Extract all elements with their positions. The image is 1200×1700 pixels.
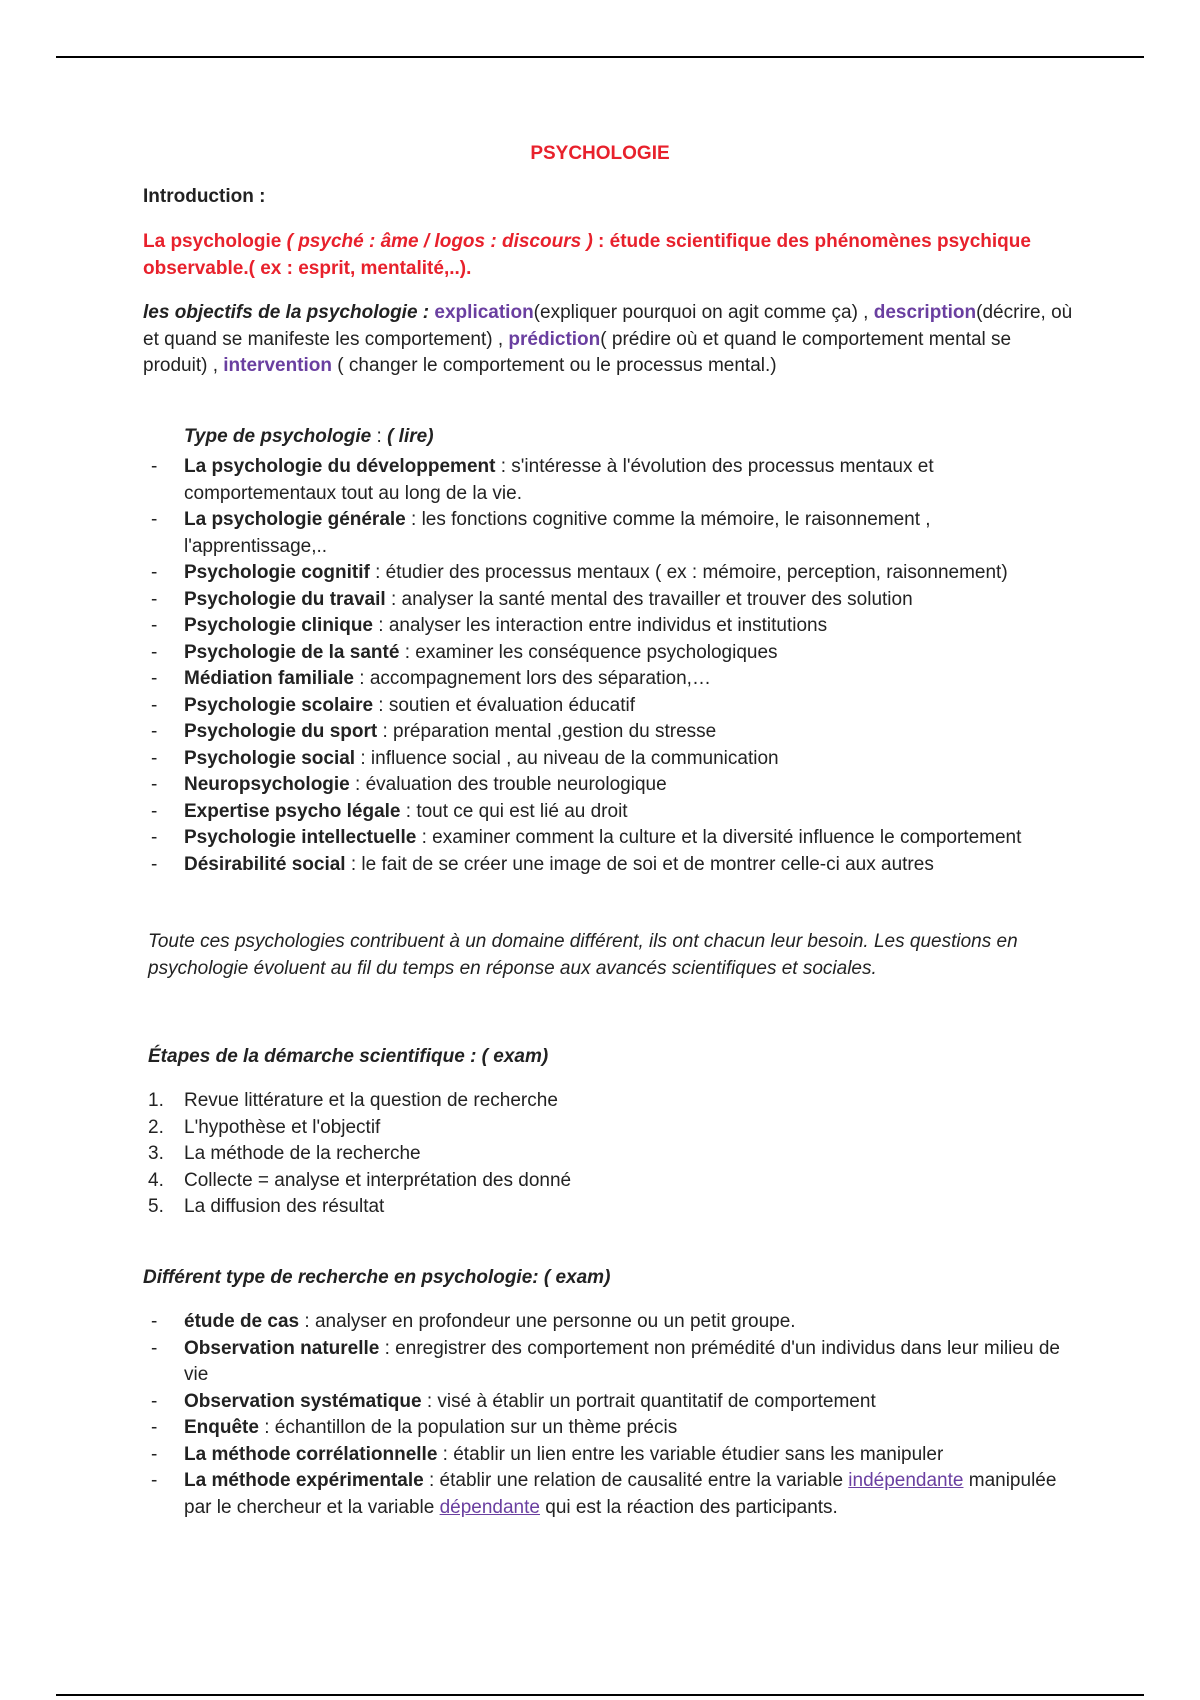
list-item <box>143 1309 1073 1336</box>
steps-heading: Étapes de la démarche scientifique : ( exam) <box>148 1046 549 1067</box>
steps-list <box>143 1088 1073 1221</box>
list-item <box>143 1442 1073 1469</box>
types-heading-tail: ( lire) <box>387 426 434 447</box>
objective-prediction-desc: ( prédire où et quand le comportement mental se produit) , <box>143 328 1012 376</box>
intro-heading: Introduction : <box>143 186 266 207</box>
list-item <box>143 1115 1073 1142</box>
type-desc: : préparation mental ,gestion du stresse <box>377 721 717 742</box>
link-independante[interactable]: indépendante <box>848 1470 964 1491</box>
list-item <box>143 719 1073 746</box>
type-term: Psychologie de la santé <box>184 641 400 663</box>
top-rule <box>56 56 1144 58</box>
types-heading-sep: : <box>371 426 388 447</box>
list-item <box>143 1336 1073 1389</box>
objective-intervention-desc: ( changer le comportement ou le processus mental.) <box>332 355 777 376</box>
list-item <box>143 1141 1073 1168</box>
objective-prediction: prédiction <box>508 328 601 350</box>
step-text: L'hypothèse et l'objectif <box>184 1116 381 1138</box>
bullet-dash: - <box>151 1470 158 1491</box>
research-desc: : visé à établir un portrait quantitatif de comportement <box>421 1390 876 1412</box>
type-desc: : évaluation des trouble neurologique <box>349 774 667 795</box>
bullet-dash: - <box>151 853 158 875</box>
type-term: Psychologie intellectuelle <box>184 827 417 848</box>
type-desc: : influence social , au niveau de la communication <box>355 747 779 769</box>
page-title: PSYCHOLOGIE <box>530 143 670 164</box>
research-term: La méthode expérimentale <box>184 1470 424 1491</box>
step-text: La méthode de la recherche <box>184 1143 421 1164</box>
objective-description-desc: (décrire, où et quand se manifeste les comportement) , <box>143 302 1073 350</box>
list-item <box>143 454 1073 507</box>
bullet-dash: - <box>151 721 158 742</box>
research-list <box>143 1309 1073 1521</box>
link-dependante[interactable]: dépendante <box>439 1496 540 1518</box>
type-desc: : analyser la santé mental des travailler et trouver des solution <box>385 588 913 610</box>
research-term: étude de cas <box>184 1311 300 1332</box>
objectives-label: les objectifs de la psychologie <box>143 302 418 323</box>
list-item <box>143 852 1073 879</box>
type-desc: : examiner les conséquence psychologiques <box>399 641 778 663</box>
bullet-dash: - <box>151 641 158 663</box>
list-item <box>143 1389 1073 1416</box>
type-desc: : tout ce qui est lié au droit <box>400 800 628 822</box>
type-term: Médiation familiale <box>184 668 354 689</box>
list-item <box>143 799 1073 826</box>
type-desc: : analyser les interaction entre individus et institutions <box>373 615 828 636</box>
step-number: 5. <box>148 1196 164 1217</box>
bullet-dash: - <box>151 668 158 689</box>
research-desc: qui est la réaction des participants. <box>539 1496 838 1518</box>
list-item <box>143 560 1073 587</box>
bullet-dash: - <box>151 1337 158 1359</box>
bullet-dash: - <box>151 774 158 795</box>
research-desc: : établir une relation de causalité entre la variable <box>423 1470 849 1491</box>
step-number: 3. <box>148 1143 164 1164</box>
research-term: La méthode corrélationnelle <box>184 1443 438 1465</box>
type-desc: : examiner comment la culture et la diversité influence le comportement <box>416 827 1022 848</box>
research-desc: : échantillon de la population sur un thème précis <box>258 1417 678 1438</box>
types-summary: Toute ces psychologies contribuent à un domaine différent, ils ont chacun leur besoin. Les questions en psychologie évoluent au fil du temps en réponse aux avancés scientifiques et sociales. <box>148 931 1018 979</box>
list-item <box>143 613 1073 640</box>
types-heading-label: Type de psychologie <box>184 426 372 447</box>
type-term: La psychologie générale <box>184 509 406 530</box>
list-item <box>143 640 1073 667</box>
list-item <box>143 772 1073 799</box>
type-term: Neuropsychologie <box>184 774 350 795</box>
bullet-dash: - <box>151 1417 158 1438</box>
research-term: Enquête <box>184 1417 259 1438</box>
step-number: 1. <box>148 1090 164 1111</box>
type-desc: : les fonctions cognitive comme la mémoire, le raisonnement , l'apprentissage,.. <box>184 509 931 557</box>
type-desc: : étudier des processus mentaux ( ex : mémoire, perception, raisonnement) <box>369 562 1008 583</box>
bullet-dash: - <box>151 800 158 822</box>
list-item <box>143 1468 1073 1521</box>
list-item <box>143 693 1073 720</box>
bullet-dash: - <box>151 588 158 610</box>
research-desc: : établir un lien entre les variable étudier sans les manipuler <box>437 1443 944 1465</box>
objectives-sep: : <box>417 302 435 323</box>
research-desc: manipulée par le chercheur et la variable <box>184 1470 1057 1518</box>
list-item <box>143 587 1073 614</box>
type-term: Psychologie du travail <box>184 588 386 610</box>
list-item <box>143 1415 1073 1442</box>
type-desc: : soutien et évaluation éducatif <box>373 694 635 716</box>
list-item <box>143 1088 1073 1115</box>
step-number: 4. <box>148 1169 164 1191</box>
type-desc: : accompagnement lors des séparation,… <box>353 668 711 689</box>
list-item <box>143 666 1073 693</box>
bullet-dash: - <box>151 827 158 848</box>
bullet-dash: - <box>151 456 158 477</box>
types-heading <box>184 424 434 451</box>
research-term: Observation naturelle <box>184 1337 380 1359</box>
research-desc: : analyser en profondeur une personne ou un petit groupe. <box>299 1311 796 1332</box>
step-text: La diffusion des résultat <box>184 1196 385 1217</box>
objectives-paragraph <box>143 300 1073 380</box>
bullet-dash: - <box>151 1311 158 1332</box>
list-item <box>143 1194 1073 1221</box>
bullet-dash: - <box>151 509 158 530</box>
research-term: Observation systématique <box>184 1390 422 1412</box>
type-term: Psychologie social <box>184 747 356 769</box>
objective-intervention: intervention <box>223 355 332 376</box>
list-item <box>143 825 1073 852</box>
intro-def-c: : étude scientifique des phénomènes psychique observable.( ex : esprit, mentalité,..). <box>143 231 1031 279</box>
type-term: Psychologie clinique <box>184 615 373 636</box>
bullet-dash: - <box>151 1390 158 1412</box>
bullet-dash: - <box>151 615 158 636</box>
list-item <box>143 1168 1073 1195</box>
bullet-dash: - <box>151 747 158 769</box>
type-term: Psychologie scolaire <box>184 694 374 716</box>
type-term: Psychologie cognitif <box>184 562 370 583</box>
type-term: Expertise psycho légale <box>184 800 401 822</box>
type-desc: : le fait de se créer une image de soi et de montrer celle-ci aux autres <box>345 853 934 875</box>
objective-description: description <box>873 302 977 323</box>
research-desc: : enregistrer des comportement non prémédité d'un individus dans leur milieu de vie <box>184 1337 1060 1385</box>
bullet-dash: - <box>151 562 158 583</box>
bullet-dash: - <box>151 694 158 716</box>
type-term: Psychologie du sport <box>184 721 378 742</box>
list-item <box>143 746 1073 773</box>
objective-explication-desc: (expliquer pourquoi on agit comme ça) , <box>533 302 874 323</box>
intro-def-etymology: ( psyché : âme / logos : discours ) <box>286 231 593 252</box>
intro-def-a: La psychologie <box>143 231 287 252</box>
types-list <box>143 454 1073 878</box>
objective-explication: explication <box>434 302 534 323</box>
step-text: Collecte = analyse et interprétation des donné <box>184 1169 572 1191</box>
intro-definition <box>143 229 1073 282</box>
type-desc: : s'intéresse à l'évolution des processus mentaux et comportementaux tout au long de la vie. <box>184 456 934 504</box>
type-term: La psychologie du développement <box>184 456 496 477</box>
list-item <box>143 507 1073 560</box>
bottom-rule <box>56 1694 1144 1696</box>
research-heading: Différent type de recherche en psychologie: ( exam) <box>143 1267 611 1288</box>
type-term: Désirabilité social <box>184 853 346 875</box>
step-number: 2. <box>148 1116 164 1138</box>
bullet-dash: - <box>151 1443 158 1465</box>
step-text: Revue littérature et la question de recherche <box>184 1090 558 1111</box>
